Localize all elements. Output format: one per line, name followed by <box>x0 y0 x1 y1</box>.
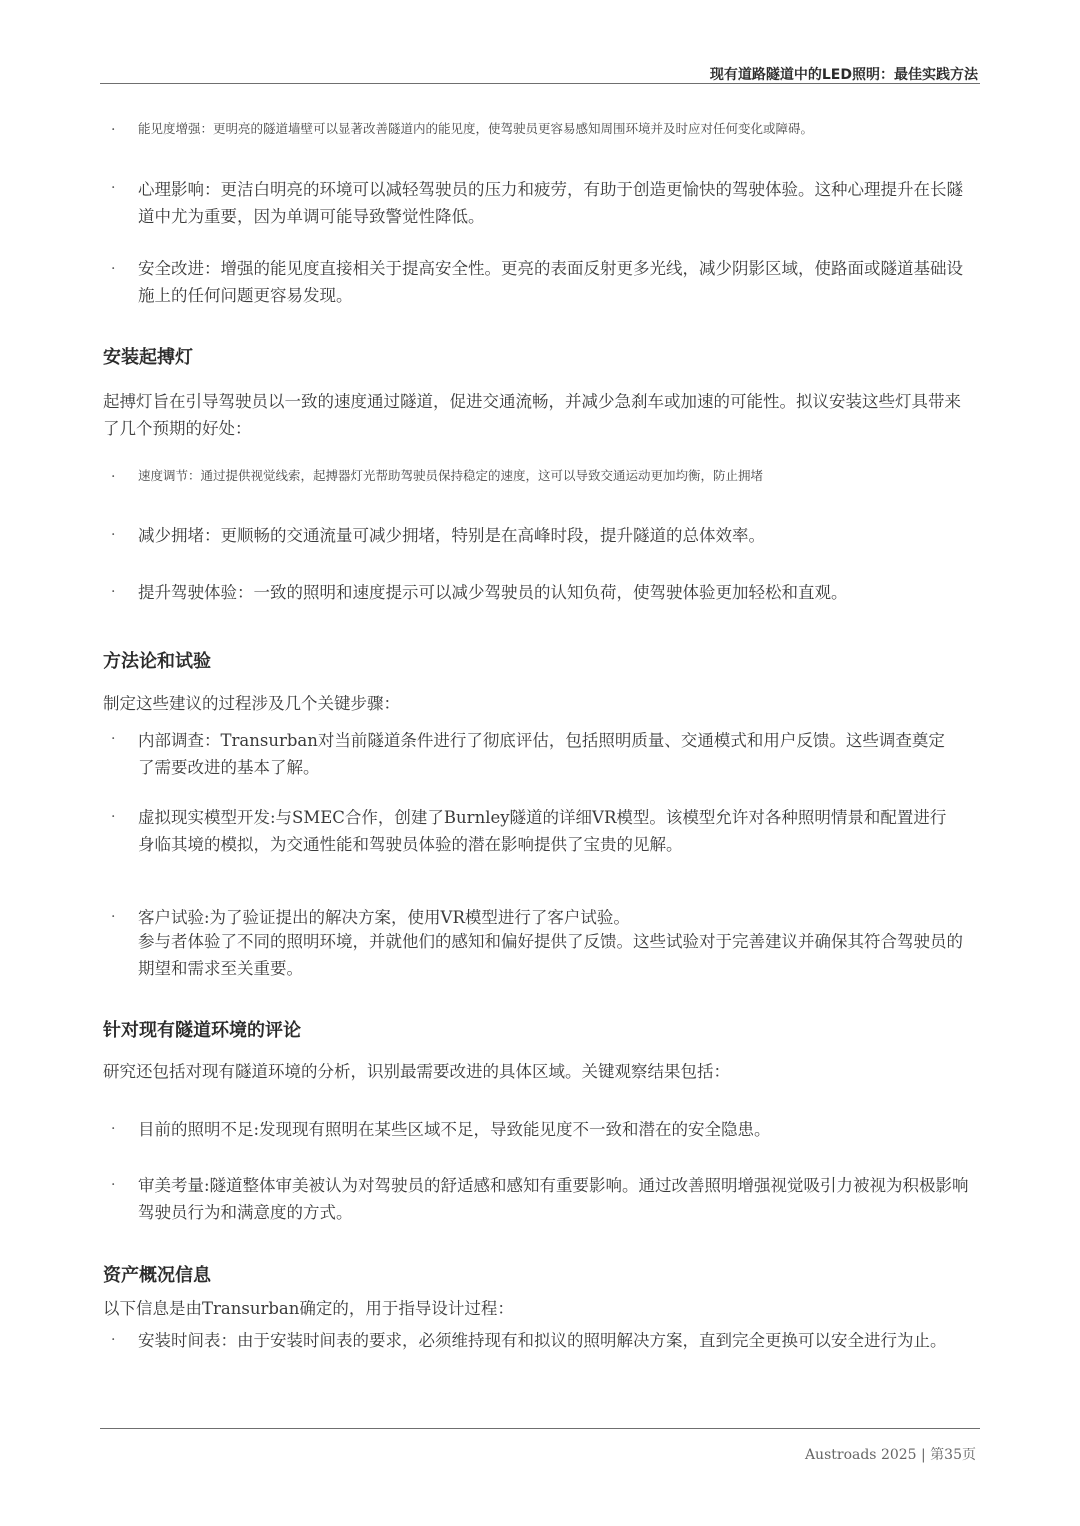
running-header-title: 现有道路隧道中的LED照明：最佳实践方法 <box>709 67 978 83</box>
bullet-dot: · <box>111 1121 116 1137</box>
bullet-vr-model: 虚拟现实模型开发:与SMEC合作，创建了Burnley隧道的详细VR模型。该模型允许对各种照明情景和配置进行身临其境的模拟，为交通性能和驾驶员体验的潜在影响提供了宝贵的见解。 <box>138 808 947 854</box>
bullet-customer-trial-line1: 客户试验:为了验证提出的解决方案，使用VR模型进行了客户试验。 <box>138 908 630 927</box>
footer-page-info: Austroads 2025 | 第35页 <box>804 1447 976 1463</box>
paragraph-review: 研究还包括对现有隧道环境的分析，识别最需要改进的具体区域。关键观察结果包括： <box>103 1062 730 1081</box>
paragraph-methodology: 制定这些建议的过程涉及几个关键步骤： <box>103 694 400 713</box>
bullet-dot: · <box>111 584 116 600</box>
bullet-customer-trial-line2: 参与者体验了不同的照明环境，并就他们的感知和偏好提供了反馈。这些试验对于完善建议并确保其符合驾驶员的期望和需求至关重要。 <box>138 932 963 978</box>
paragraph-asset: 以下信息是由Transurban确定的，用于指导设计过程： <box>103 1299 514 1318</box>
bullet-congestion: 减少拥堵：更顺畅的交通流量可减少拥堵，特别是在高峰时段，提升隧道的总体效率。 <box>138 526 765 545</box>
bullet-psychology: 心理影响：更洁白明亮的环境可以减轻驾驶员的压力和疲劳，有助于创造更愉快的驾驶体验。这种心理提升在长隧道中尤为重要，因为单调可能导致警觉性降低。 <box>138 180 963 226</box>
bullet-dot: · <box>111 731 116 747</box>
section-heading-flasher: 安装起搏灯 <box>103 347 193 368</box>
bullet-install-schedule: 安装时间表：由于安装时间表的要求，必须维持现有和拟议的照明解决方案，直到完全更换可以安全进行为止。 <box>138 1331 947 1350</box>
bullet-driving-experience: 提升驾驶体验：一致的照明和速度提示可以减少驾驶员的认知负荷，使驾驶体验更加轻松和直观。 <box>138 583 848 602</box>
paragraph-flasher: 起搏灯旨在引导驾驶员以一致的速度通过隧道，促进交通流畅，并减少急刹车或加速的可能性。拟议安装这些灯具带来了几个预期的好处： <box>103 392 961 438</box>
bullet-dot: · <box>111 122 116 138</box>
bullet-insufficient-lighting: 目前的照明不足:发现现有照明在某些区域不足，导致能见度不一致和潜在的安全隐患。 <box>138 1120 771 1139</box>
bullet-dot: · <box>111 809 116 825</box>
bullet-speed: 速度调节：通过提供视觉线索，起搏器灯光帮助驾驶员保持稳定的速度，这可以导致交通运动更加均衡，防止拥堵 <box>138 468 764 483</box>
footer-rule <box>100 1428 980 1429</box>
bullet-internal-survey: 内部调查：Transurban对当前隧道条件进行了彻底评估，包括照明质量、交通模式和用户反馈。这些调查奠定了需要改进的基本了解。 <box>138 731 945 777</box>
bullet-dot: · <box>111 1177 116 1193</box>
section-heading-methodology: 方法论和试验 <box>103 651 211 672</box>
bullet-dot: · <box>111 469 116 485</box>
bullet-visibility: 能见度增强：更明亮的隧道墙壁可以显著改善隧道内的能见度，使驾驶员更容易感知周围环境并及时应对任何变化或障碍。 <box>138 121 814 136</box>
bullet-dot: · <box>111 909 116 925</box>
section-heading-review: 针对现有隧道环境的评论 <box>103 1020 301 1041</box>
bullet-aesthetics: 审美考量:隧道整体审美被认为对驾驶员的舒适感和感知有重要影响。通过改善照明增强视觉吸引力被视为积极影响驾驶员行为和满意度的方式。 <box>138 1176 969 1222</box>
bullet-dot: · <box>111 261 116 277</box>
bullet-dot: · <box>111 527 116 543</box>
bullet-safety: 安全改进：增强的能见度直接相关于提高安全性。更亮的表面反射更多光线，减少阴影区域，使路面或隧道基础设施上的任何问题更容易发现。 <box>138 259 963 305</box>
bullet-dot: · <box>111 1332 116 1348</box>
bullet-dot: · <box>111 180 116 196</box>
header-rule <box>100 83 980 84</box>
section-heading-asset: 资产概况信息 <box>103 1265 211 1286</box>
